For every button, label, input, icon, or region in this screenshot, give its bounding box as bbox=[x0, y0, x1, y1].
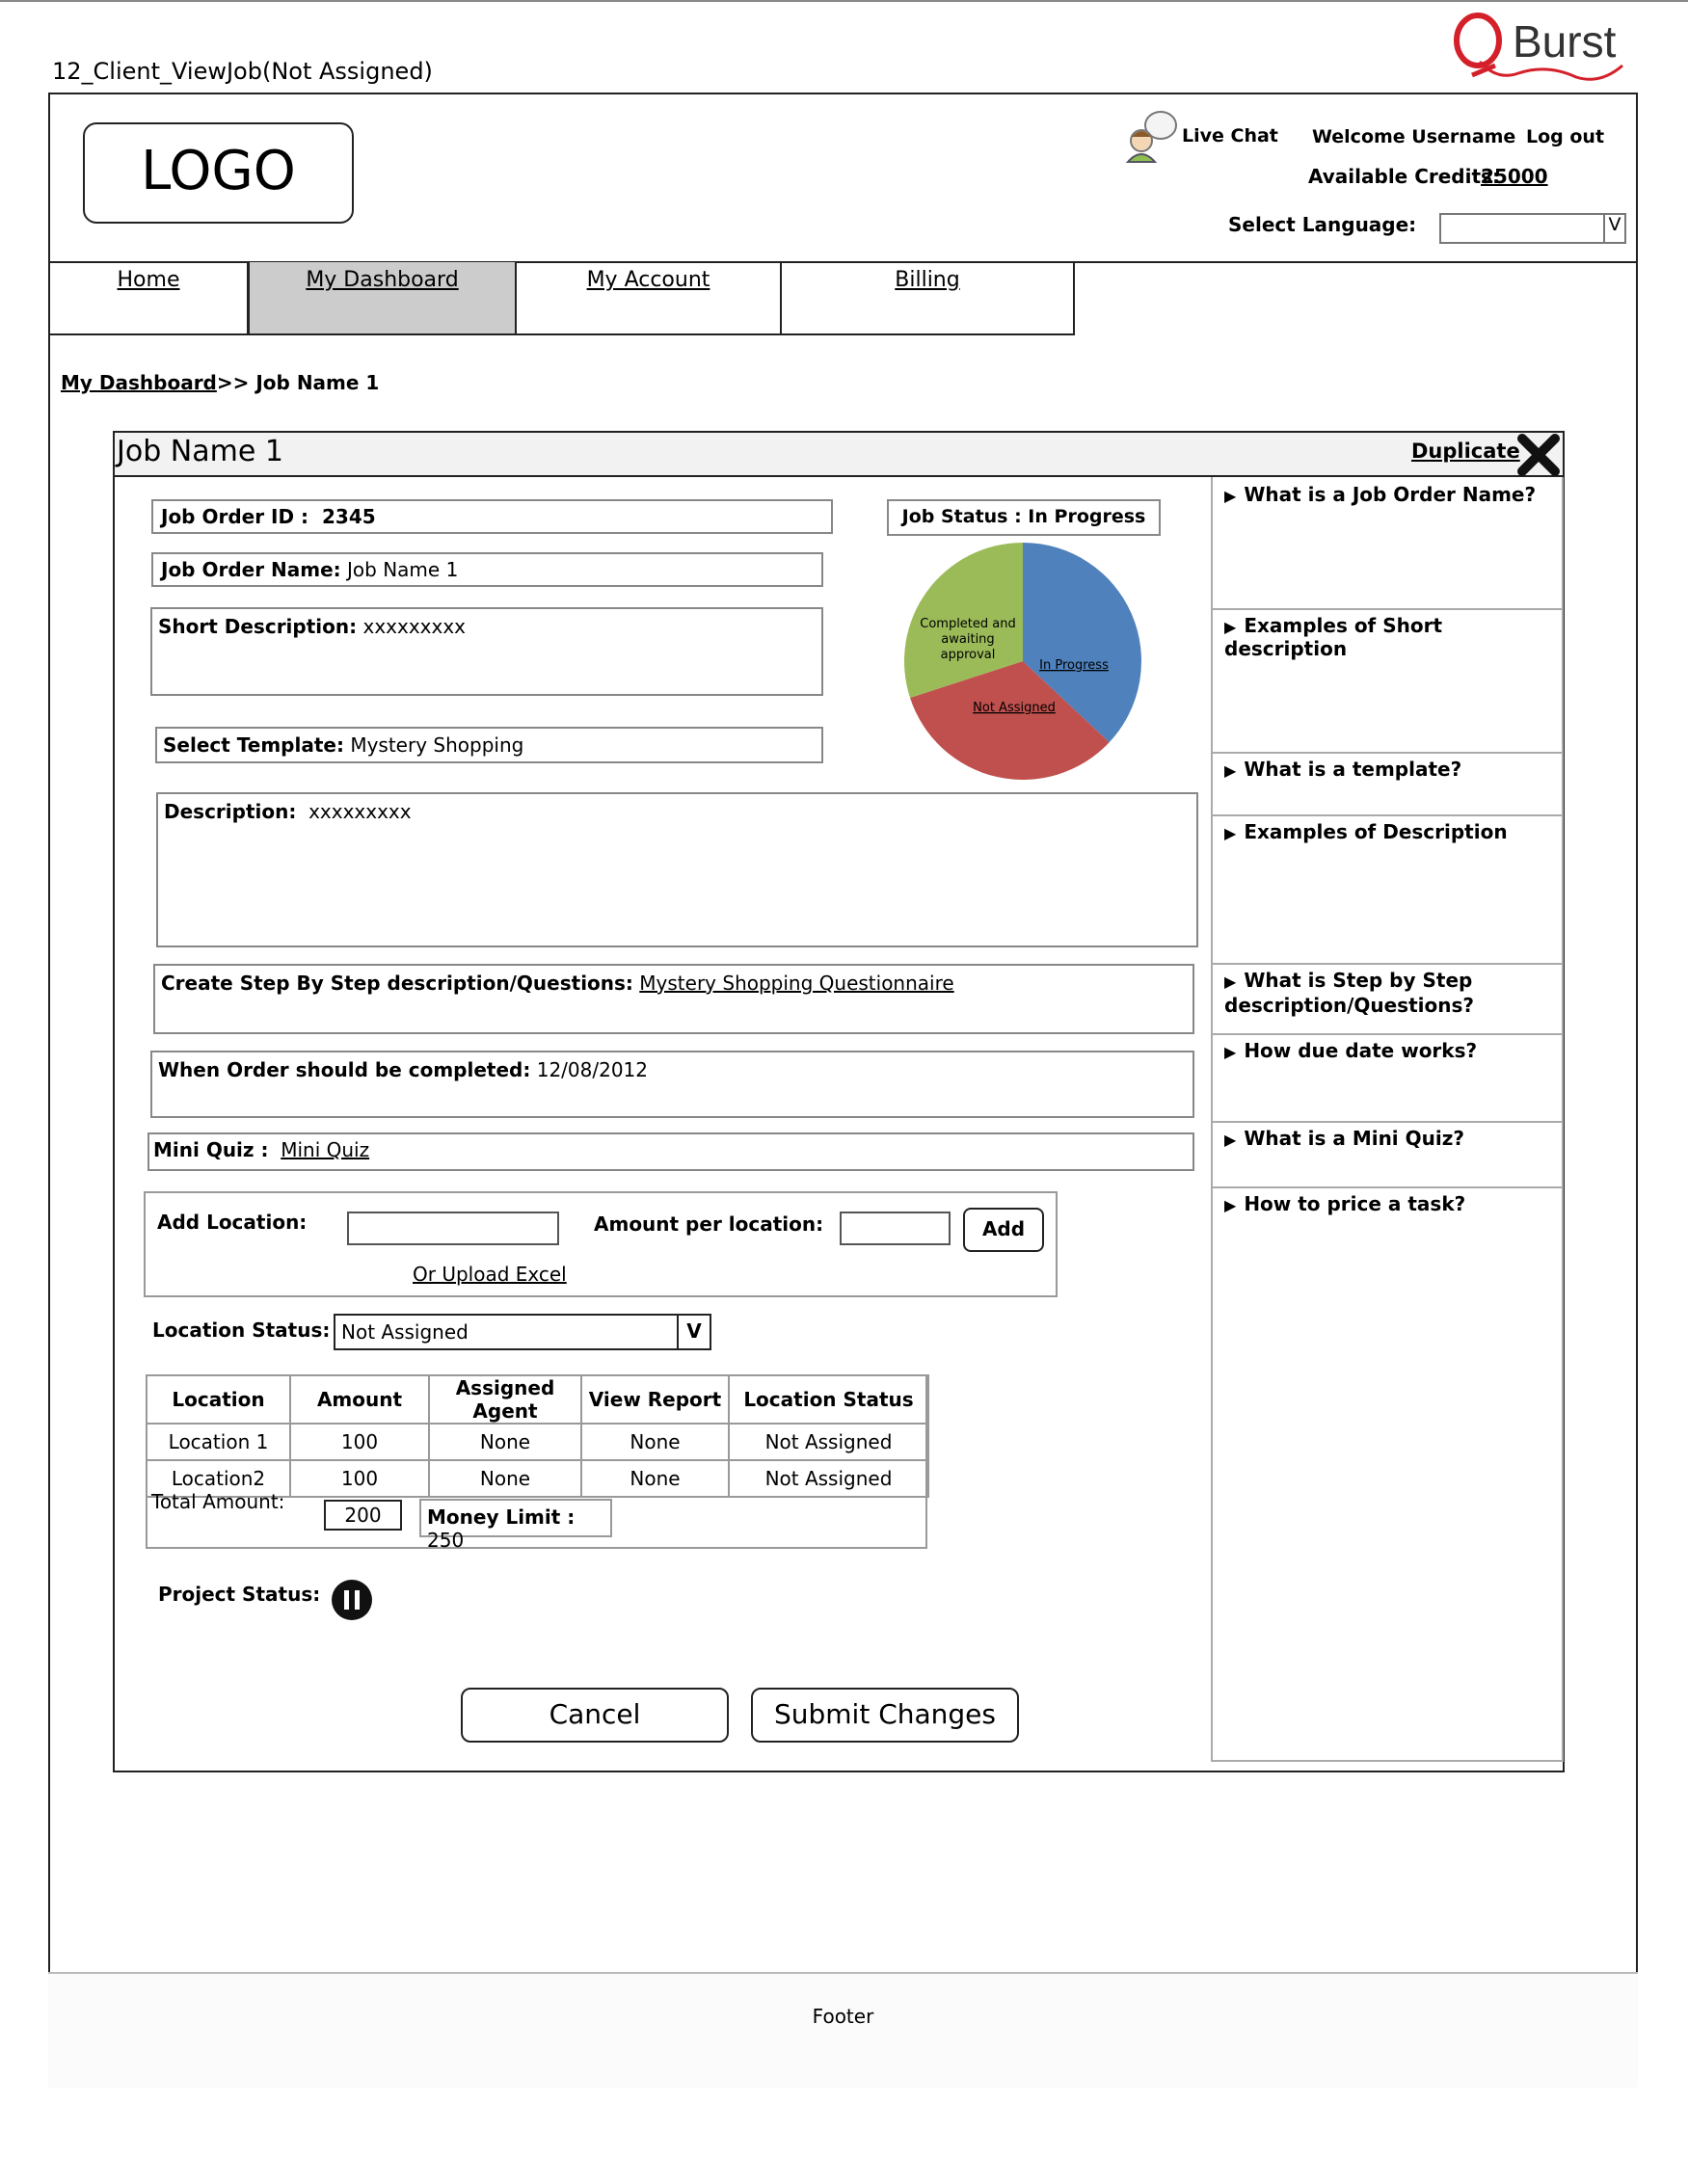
table-cell: 100 bbox=[290, 1424, 429, 1460]
due-value: 12/08/2012 bbox=[536, 1058, 648, 1081]
help-item-label: What is a template? bbox=[1244, 758, 1462, 781]
description-value: xxxxxxxxx bbox=[308, 800, 412, 823]
help-item-short-description[interactable] bbox=[1213, 610, 1564, 754]
column-header: Location Status bbox=[729, 1375, 928, 1424]
help-item-label: What is Step by Step description/Questions? bbox=[1224, 969, 1474, 1017]
triangle-right-icon: ▶ bbox=[1224, 1131, 1237, 1149]
live-chat-label: Live Chat bbox=[1182, 125, 1278, 146]
steps-field bbox=[153, 964, 1194, 1034]
table-header-row bbox=[147, 1375, 928, 1424]
steps-link[interactable]: Mystery Shopping Questionnaire bbox=[639, 972, 954, 995]
location-status-label: Location Status: bbox=[152, 1318, 331, 1342]
job-status-badge bbox=[887, 499, 1161, 536]
pie-chart-svg bbox=[902, 541, 1143, 782]
project-status-label: Project Status: bbox=[158, 1583, 321, 1606]
location-status-select[interactable] bbox=[334, 1314, 711, 1350]
help-item-mini-quiz[interactable] bbox=[1213, 1123, 1564, 1188]
job-order-id-field bbox=[151, 499, 833, 534]
triangle-right-icon: ▶ bbox=[1224, 972, 1237, 991]
cancel-button[interactable] bbox=[461, 1688, 729, 1743]
total-amount-label: Total Amount: bbox=[151, 1490, 285, 1513]
description-label: Description: bbox=[164, 800, 297, 823]
pie-label-completed: awaiting bbox=[941, 632, 995, 647]
triangle-right-icon: ▶ bbox=[1224, 618, 1237, 636]
table-cell: Not Assigned bbox=[729, 1460, 928, 1497]
due-date-field[interactable] bbox=[150, 1051, 1194, 1118]
short-desc-value: xxxxxxxxx bbox=[362, 615, 467, 638]
steps-label: Create Step By Step description/Questions: bbox=[161, 972, 633, 995]
table-cell: None bbox=[429, 1460, 581, 1497]
job-status-text: Job Status : In Progress bbox=[901, 506, 1146, 527]
help-item-description[interactable] bbox=[1213, 816, 1564, 965]
help-item-label: What is a Job Order Name? bbox=[1244, 483, 1537, 506]
amount-per-location-input[interactable] bbox=[840, 1212, 951, 1245]
triangle-right-icon: ▶ bbox=[1224, 824, 1237, 842]
total-amount-value: 200 bbox=[344, 1504, 382, 1527]
job-title: Job Name 1 bbox=[117, 435, 283, 468]
column-header: Assigned Agent bbox=[429, 1375, 581, 1424]
close-icon-svg bbox=[1516, 433, 1561, 477]
logo-text: LOGO bbox=[141, 140, 296, 202]
quiz-label: Mini Quiz : bbox=[153, 1138, 269, 1161]
table-cell: None bbox=[581, 1460, 729, 1497]
language-select[interactable] bbox=[1439, 213, 1626, 244]
table-cell: None bbox=[581, 1424, 729, 1460]
help-item-label: How due date works? bbox=[1244, 1039, 1478, 1062]
column-header: Location bbox=[147, 1375, 290, 1424]
pause-icon[interactable] bbox=[331, 1579, 373, 1621]
breadcrumb-current: >> Job Name 1 bbox=[216, 371, 380, 394]
help-item-template[interactable] bbox=[1213, 754, 1564, 816]
pie-label-completed: Completed and bbox=[920, 617, 1016, 631]
chevron-down-icon: V bbox=[1603, 214, 1624, 243]
order-id-label: Job Order ID : bbox=[161, 505, 309, 528]
help-item-label: Examples of Short description bbox=[1224, 614, 1443, 660]
help-item-label: How to price a task? bbox=[1244, 1192, 1466, 1215]
breadcrumb-link-dashboard[interactable]: My Dashboard bbox=[61, 371, 217, 394]
page-title: 12_Client_ViewJob(Not Assigned) bbox=[52, 58, 433, 85]
close-icon[interactable] bbox=[1516, 433, 1561, 477]
logo-box bbox=[83, 122, 354, 224]
order-name-value: Job Name 1 bbox=[347, 558, 459, 581]
status-pie-chart bbox=[902, 541, 1143, 782]
table-cell: 100 bbox=[290, 1460, 429, 1497]
help-item-label: Examples of Description bbox=[1244, 820, 1508, 843]
nav-tab-label: Home bbox=[117, 268, 180, 292]
money-limit-label: Money Limit : bbox=[427, 1505, 576, 1529]
add-location-input[interactable] bbox=[347, 1212, 559, 1245]
due-label: When Order should be completed: bbox=[158, 1058, 531, 1081]
order-name-label: Job Order Name: bbox=[161, 558, 341, 581]
add-location-label: Add Location: bbox=[157, 1211, 308, 1234]
triangle-right-icon: ▶ bbox=[1224, 1196, 1237, 1214]
upload-excel-link[interactable]: Or Upload Excel bbox=[413, 1263, 567, 1286]
credits-label: Available Credits: bbox=[1308, 165, 1500, 188]
help-item-pricing[interactable] bbox=[1213, 1188, 1564, 1227]
language-label: Select Language: bbox=[1228, 213, 1417, 236]
nav-tab-billing[interactable] bbox=[780, 262, 1075, 335]
duplicate-link[interactable]: Duplicate bbox=[1411, 439, 1520, 463]
nav-tab-my-account[interactable] bbox=[515, 262, 782, 335]
triangle-right-icon: ▶ bbox=[1224, 761, 1237, 780]
table-cell: Location 1 bbox=[147, 1424, 290, 1460]
add-button-label: Add bbox=[981, 1217, 1026, 1240]
logout-link[interactable]: Log out bbox=[1526, 126, 1605, 147]
template-value: Mystery Shopping bbox=[350, 733, 524, 757]
add-location-button[interactable] bbox=[963, 1208, 1044, 1252]
cancel-button-label: Cancel bbox=[549, 1698, 641, 1730]
location-status-value: Not Assigned bbox=[341, 1320, 469, 1344]
help-item-due-date[interactable] bbox=[1213, 1035, 1564, 1123]
submit-button-label: Submit Changes bbox=[773, 1698, 996, 1730]
pie-label-in-progress[interactable]: In Progress bbox=[1039, 658, 1109, 673]
pie-label-completed: approval bbox=[940, 648, 996, 662]
triangle-right-icon: ▶ bbox=[1224, 487, 1237, 505]
total-amount-field bbox=[324, 1500, 402, 1531]
top-rule bbox=[0, 0, 1688, 2]
nav-tab-label: Billing bbox=[895, 268, 960, 292]
help-item-step-by-step[interactable] bbox=[1213, 965, 1564, 1035]
welcome-text: Welcome Username bbox=[1312, 126, 1516, 147]
short-description-field[interactable] bbox=[150, 607, 823, 696]
credits-value-link[interactable]: 25000 bbox=[1481, 165, 1548, 188]
nav-tab-label: My Account bbox=[586, 268, 710, 292]
table-cell: None bbox=[429, 1424, 581, 1460]
triangle-right-icon: ▶ bbox=[1224, 1043, 1237, 1061]
nav-tab-label: My Dashboard bbox=[306, 268, 459, 292]
table-cell: Not Assigned bbox=[729, 1424, 928, 1460]
money-limit-field bbox=[419, 1499, 612, 1552]
locations-table bbox=[146, 1374, 929, 1498]
pie-label-not-assigned[interactable]: Not Assigned bbox=[973, 701, 1056, 715]
mini-quiz-link[interactable]: Mini Quiz bbox=[281, 1138, 370, 1161]
brand-name: Burst bbox=[1513, 16, 1617, 67]
template-field[interactable] bbox=[155, 727, 823, 763]
submit-changes-button[interactable] bbox=[751, 1688, 1019, 1743]
amount-per-location-label: Amount per location: bbox=[594, 1212, 824, 1236]
table-row bbox=[147, 1424, 928, 1460]
breadcrumb bbox=[61, 371, 379, 394]
brand-logo bbox=[1451, 6, 1634, 87]
job-panel-header bbox=[113, 431, 1565, 477]
template-label: Select Template: bbox=[163, 733, 344, 757]
job-order-name-field[interactable] bbox=[151, 552, 823, 587]
description-field[interactable] bbox=[156, 792, 1198, 947]
footer-text: Footer bbox=[812, 2005, 874, 2028]
help-item-label: What is a Mini Quiz? bbox=[1244, 1127, 1464, 1150]
short-desc-label: Short Description: bbox=[158, 615, 358, 638]
column-header: View Report bbox=[581, 1375, 729, 1424]
chevron-down-icon: V bbox=[677, 1314, 710, 1350]
order-id-value: 2345 bbox=[321, 505, 376, 528]
pause-icon-svg bbox=[331, 1579, 373, 1621]
nav-tab-my-dashboard[interactable] bbox=[248, 262, 517, 335]
nav-tab-home[interactable] bbox=[48, 262, 249, 335]
column-header: Amount bbox=[290, 1375, 429, 1424]
mini-quiz-field bbox=[147, 1132, 1194, 1171]
money-limit-value: 250 bbox=[427, 1529, 465, 1552]
table-cell: Location2 bbox=[147, 1460, 290, 1497]
footer bbox=[48, 1972, 1638, 2088]
help-item-job-order-name[interactable] bbox=[1213, 479, 1564, 610]
chat-icon bbox=[1124, 108, 1180, 164]
